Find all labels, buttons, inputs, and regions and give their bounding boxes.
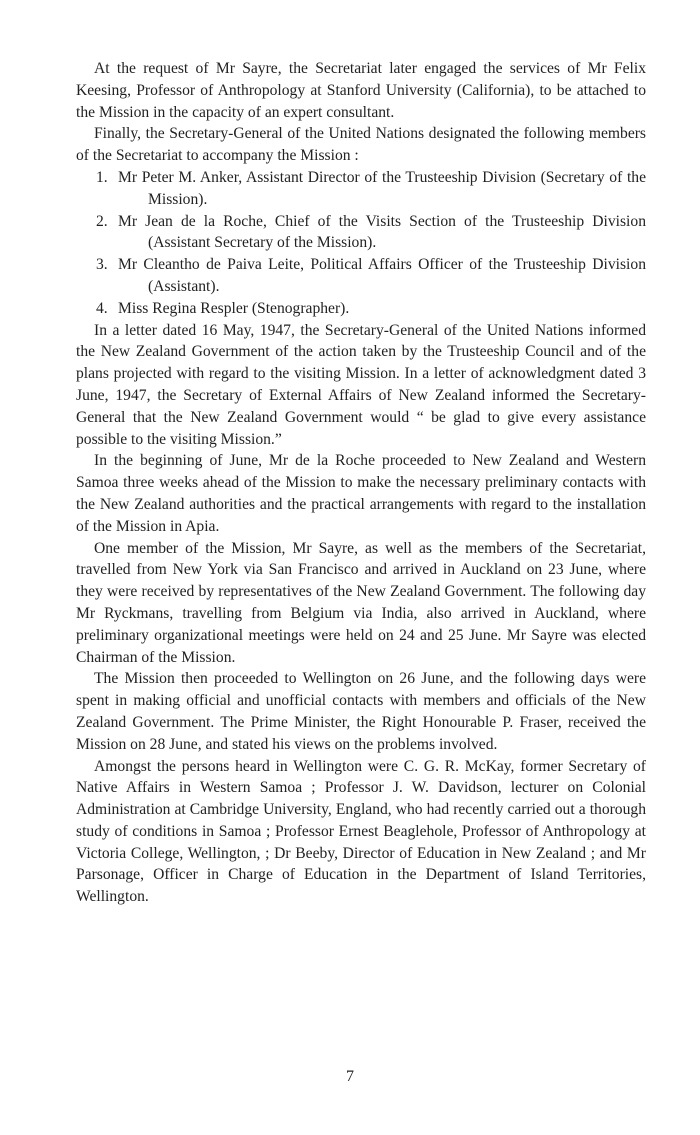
list-item-number: 4. bbox=[96, 299, 108, 317]
paragraph-letter: In a letter dated 16 May, 1947, the Secretary-General of the United Nations informed the New Zealand Government of the action taken by the Trusteeship Council and of the plans projected with regard to the visiting Mission. In a letter of acknowledgment dated 3 June, 1947, the Secretary of External Affairs of New Zealand informed the Secretary-General that the New Zealand Government would “ be glad to give every assistance possible to the visiting Mission.” bbox=[76, 321, 646, 448]
paragraph-wellington: The Mission then proceeded to Wellington on 26 June, and the following days were spent in making official and unofficial contacts with members and officials of the New Zealand Government. The Prime Minister, the Right Honourable P. Fraser, received the Mission on 28 June, and stated his views on the problems involved. bbox=[76, 670, 646, 753]
list-item-number: 3. bbox=[96, 256, 108, 274]
list-item-number: 1. bbox=[96, 168, 108, 186]
list-item bbox=[76, 298, 646, 320]
paragraph-persons-heard: Amongst the persons heard in Wellington were C. G. R. McKay, former Secretary of Native Affairs in Western Samoa ; Professor J. W. Davidson, lecturer on Colonial Administration at Cambridge University, England, who had recently carried out a thorough study of conditions in Samoa ; Professor Ernest Beaglehole, Professor of Anthropology at Victoria College, Wellington, ; Dr Beeby, Director of Education in New Zealand ; and Mr Parsonage, Officer in Charge of Education in the Department of Island Territories, Wellington. bbox=[76, 757, 646, 906]
list-item-text: Miss Regina Respler (Stenographer). bbox=[118, 299, 350, 317]
page-body bbox=[76, 58, 646, 908]
list-item-number: 2. bbox=[96, 212, 108, 230]
paragraph-de-la-roche: In the beginning of June, Mr de la Roche proceeded to New Zealand and Western Samoa three weeks ahead of the Mission to make the necessary preliminary contacts with the New Zealand authorities and the practical arrangements with regard to the installation of the Mission in Apia. bbox=[76, 452, 646, 535]
paragraph-auckland-arrival: One member of the Mission, Mr Sayre, as well as the members of the Secretariat, travelled from New York via San Francisco and arrived in Auckland on 23 June, where they were received by representatives of the New Zealand Government. The following day Mr Ryckmans, travelling from Belgium via India, also arrived in Auckland, where preliminary organizational meetings were held on 24 and 25 June. Mr Sayre was elected Chairman of the Mission. bbox=[76, 539, 646, 666]
secretariat-member-list bbox=[76, 167, 646, 320]
list-item-text: Mr Jean de la Roche, Chief of the Visits Section of the Trusteeship Division (Assistant Secretary of the Mission). bbox=[118, 212, 646, 252]
list-item bbox=[76, 211, 646, 255]
paragraph-keesing: At the request of Mr Sayre, the Secretariat later engaged the services of Mr Felix Keesing, Professor of Anthropology at Stanford University (California), to be attached to the Mission in the capacity of an expert consultant. bbox=[76, 60, 646, 121]
paragraph-secretariat-members: Finally, the Secretary-General of the United Nations designated the following members of the Secretariat to accompany the Mission : bbox=[76, 125, 646, 165]
list-item-text: Mr Peter M. Anker, Assistant Director of the Trusteeship Division (Secretary of the Mission). bbox=[118, 168, 646, 208]
list-item-text: Mr Cleantho de Paiva Leite, Political Affairs Officer of the Trusteeship Division (Assistant). bbox=[118, 256, 646, 295]
page-number: 7 bbox=[346, 1068, 354, 1085]
list-item bbox=[76, 254, 646, 298]
list-item bbox=[76, 167, 646, 211]
